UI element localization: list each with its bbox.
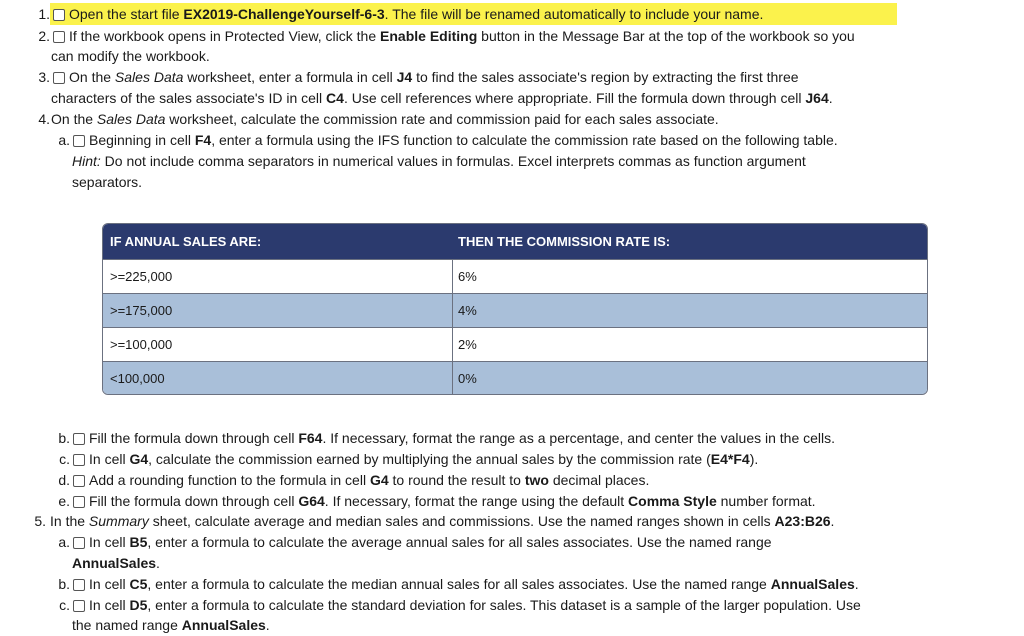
step-4b-checkbox[interactable] xyxy=(73,433,85,445)
table-row: <100,000 0% xyxy=(103,361,927,395)
step-number: 3. xyxy=(38,69,50,85)
step-letter: c. xyxy=(59,451,70,467)
step-number: 1. xyxy=(38,6,50,22)
step-4e-checkbox[interactable] xyxy=(73,496,85,508)
step-letter: c. xyxy=(59,597,70,613)
step-letter: b. xyxy=(58,430,70,446)
step-number: 2. xyxy=(38,28,50,44)
table-row: >=175,000 4% xyxy=(103,293,927,327)
header-commission-rate: THEN THE COMMISSION RATE IS: xyxy=(458,234,671,249)
step-letter: e. xyxy=(58,493,70,509)
step-letter: a. xyxy=(58,534,70,550)
table-column-divider xyxy=(452,259,453,394)
step-letter: d. xyxy=(58,472,70,488)
table-row: >=225,000 6% xyxy=(103,259,927,293)
step-4c-checkbox[interactable] xyxy=(73,454,85,466)
step-5a-checkbox[interactable] xyxy=(73,537,85,549)
header-annual-sales: IF ANNUAL SALES ARE: xyxy=(110,234,262,249)
step-1-checkbox[interactable] xyxy=(53,9,65,21)
step-5c-checkbox[interactable] xyxy=(73,600,85,612)
step-4d-checkbox[interactable] xyxy=(73,475,85,487)
step-5b-checkbox[interactable] xyxy=(73,579,85,591)
table-header xyxy=(103,224,927,259)
step-2-checkbox[interactable] xyxy=(53,31,65,43)
step-number: 5. xyxy=(34,513,46,529)
step-number: 4. xyxy=(38,111,50,127)
commission-table xyxy=(102,223,928,395)
table-row: >=100,000 2% xyxy=(103,327,927,361)
step-3-checkbox[interactable] xyxy=(53,72,65,84)
step-4a-checkbox[interactable] xyxy=(73,135,85,147)
step-letter: a. xyxy=(58,132,70,148)
step-letter: b. xyxy=(58,576,70,592)
